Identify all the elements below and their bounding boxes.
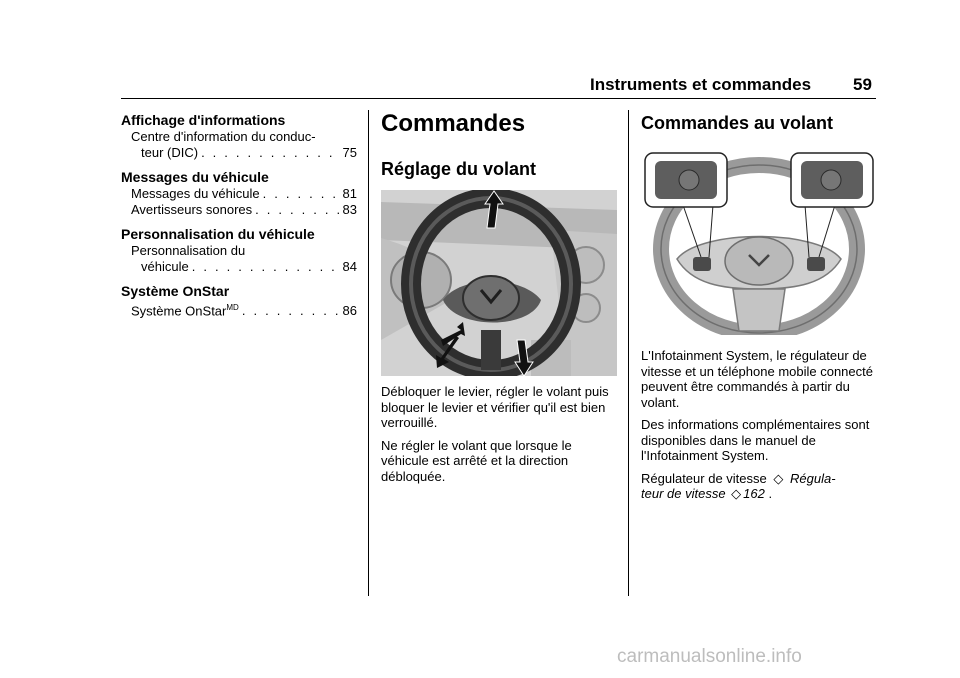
toc-page-number: 84 <box>342 258 357 274</box>
arrow-icon: ◇ <box>731 486 742 501</box>
toc-entry-text: teur (DIC) <box>141 144 199 160</box>
toc-page-number: 81 <box>342 186 357 201</box>
toc-entry-label: Système OnStar <box>131 303 227 319</box>
toc-entry-text: Avertisseurs sonores <box>131 201 253 217</box>
reference-page-number: 162 <box>743 486 765 501</box>
column-2-body <box>381 384 617 491</box>
page-number: 59 <box>853 75 872 94</box>
toc-entry-text: Centre d'information du conduc- <box>131 129 316 144</box>
header-rule <box>121 98 876 99</box>
watermark: carmanualsonline.info <box>617 646 802 667</box>
leader-dots <box>242 303 340 319</box>
toc-entry-text: véhicule <box>141 258 189 274</box>
toc-section-title: Personnalisation du véhicule <box>121 226 315 242</box>
section-heading: Commandes au volant <box>641 113 834 133</box>
toc-entry[interactable] <box>121 145 357 161</box>
leader-dots <box>192 259 340 275</box>
toc-entry-text: Messages du véhicule <box>131 186 260 201</box>
paragraph: Débloquer le levier, régler le volant puis bloquer le levier et vérifier qu'il est bien verrouillé. <box>381 384 609 430</box>
column-divider-1 <box>368 110 369 596</box>
paragraph: Des informations complémentaires sont disponibles dans le manuel de l'Infotainment System. <box>641 417 870 463</box>
section-heading: Commandes <box>381 110 526 137</box>
leader-dots <box>255 202 339 218</box>
column-3 <box>641 110 877 134</box>
toc-entry-text <box>131 300 239 319</box>
toc-page-number: 83 <box>342 201 357 217</box>
toc-entry-text: Personnalisation du <box>131 243 246 258</box>
subsection-heading: Réglage du volant <box>381 159 537 179</box>
leader-dots <box>201 145 339 161</box>
toc-section-title: Messages du véhicule <box>121 169 269 185</box>
steering-wheel-controls-illustration <box>641 149 877 335</box>
cross-reference[interactable] <box>641 471 877 502</box>
reference-text: Régulateur de vitesse <box>641 470 767 486</box>
toc-section-title: Affichage d'informations <box>121 112 286 128</box>
header-title: Instruments et commandes <box>590 75 812 94</box>
reference-title: Régula- <box>790 470 836 486</box>
toc <box>121 110 357 319</box>
toc-entry[interactable] <box>121 300 357 319</box>
reference-title: teur de vitesse <box>641 486 726 501</box>
paragraph: Ne régler le volant que lorsque le véhicule est arrêté et la direction débloquée. <box>381 437 572 484</box>
reference-end: . <box>768 486 773 501</box>
paragraph: L'Infotainment System, le régulateur de vitesse et un téléphone mobile connecté peuvent être commandés à partir du volant. <box>641 348 873 410</box>
steering-wheel-adjust-illustration <box>381 190 617 376</box>
arrow-icon: ◇ <box>773 470 784 486</box>
toc-entry[interactable] <box>121 259 357 275</box>
column-divider-2 <box>628 110 629 596</box>
column-3-body <box>641 348 877 509</box>
trademark-superscript: MD <box>226 303 239 312</box>
column-2 <box>381 110 617 180</box>
toc-entry[interactable] <box>121 186 357 202</box>
toc-page-number: 75 <box>342 144 357 160</box>
toc-entry[interactable] <box>121 202 357 218</box>
toc-section-title: Système OnStar <box>121 283 230 299</box>
toc-page-number: 86 <box>342 303 357 319</box>
leader-dots <box>263 186 340 202</box>
